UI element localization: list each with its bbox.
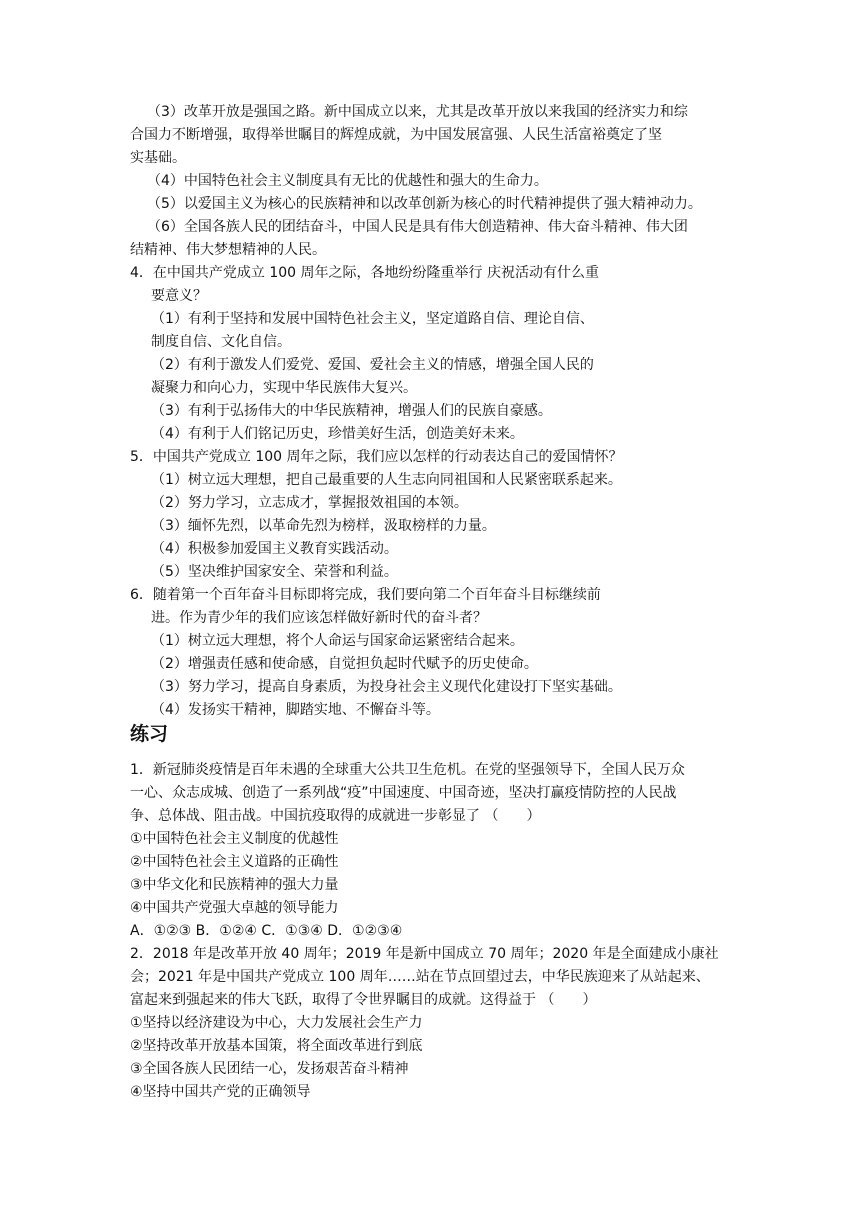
option-3: ③中华文化和民族精神的强大力量 bbox=[130, 877, 339, 893]
text-line: 制度自信、文化自信。 bbox=[151, 334, 291, 350]
option-2: ②中国特色社会主义道路的正确性 bbox=[130, 854, 339, 870]
text-line: （2）增强责任感和使命感，自觉担负起时代赋予的历史使命。 bbox=[151, 656, 538, 672]
practice-question-1: 1．新冠肺炎疫情是百年未遇的全球重大公共卫生危机。在党的坚强领导下，全国人民万众 bbox=[130, 762, 685, 778]
answer-choices: A．①②③ B．①②④ C．①③④ D．①②③④ bbox=[130, 923, 403, 939]
text-line: 进。作为青少年的我们应该怎样做好新时代的奋斗者？ bbox=[151, 610, 487, 626]
option-1: ①中国特色社会主义制度的优越性 bbox=[130, 831, 339, 847]
text-line: 一心、众志成城、创造了一系列战“疫”中国速度、中国奇迹，坚决打赢疫情防控的人民战 bbox=[130, 785, 677, 801]
text-line: 争、总体战、阻击战。中国抗疫取得的成就进一步彰显了 （ ） bbox=[130, 808, 541, 824]
question-5: 5．中国共产党成立 100 周年之际，我们应以怎样的行动表达自己的爱国情怀？ bbox=[130, 449, 623, 465]
option-4: ④中国共产党强大卓越的领导能力 bbox=[130, 900, 339, 916]
option-2: ②坚持改革开放基本国策，将全面改革进行到底 bbox=[130, 1038, 423, 1054]
question-4: 4．在中国共产党成立 100 周年之际，各地纷纷隆重举行 庆祝活动有什么重 bbox=[130, 265, 599, 281]
text-line: （4）有利于人们铭记历史，珍惜美好生活，创造美好未来。 bbox=[151, 426, 524, 442]
text-line: 要意义？ bbox=[151, 288, 207, 304]
text-line: （6）全国各族人民的团结奋斗，中国人民是具有伟大创造精神、伟大奋斗精神、伟大团 bbox=[147, 219, 688, 235]
text-line: （1）树立远大理想，将个人命运与国家命运紧密结合起来。 bbox=[151, 633, 524, 649]
text-line: 实基础。 bbox=[130, 150, 186, 166]
text-line: （4）积极参加爱国主义教育实践活动。 bbox=[151, 541, 398, 557]
text-line: （5）以爱国主义为核心的民族精神和以改革创新为核心的时代精神提供了强大精神动力。 bbox=[147, 196, 702, 212]
text-line: （3）努力学习，提高自身素质，为投身社会主义现代化建设打下坚实基础。 bbox=[151, 679, 622, 695]
text-line: （2）努力学习，立志成才，掌握报效祖国的本领。 bbox=[151, 495, 468, 511]
text-line: 结精神、伟大梦想精神的人民。 bbox=[130, 242, 326, 258]
text-line: （4）发扬实干精神，脚踏实地、不懈奋斗等。 bbox=[151, 702, 440, 718]
text-line: （1）树立远大理想，把自己最重要的人生志向同祖国和人民紧密联系起来。 bbox=[151, 472, 622, 488]
section-heading: 练习 bbox=[130, 723, 169, 745]
text-line: 会；2021 年是中国共产党成立 100 周年……站在节点回望过去，中华民族迎来了从站起来、 bbox=[130, 969, 710, 985]
text-line: （3）改革开放是强国之路。新中国成立以来，尤其是改革开放以来我国的经济实力和综 bbox=[147, 104, 688, 120]
text-line: （2）有利于激发人们爱党、爱国、爱社会主义的情感，增强全国人民的 bbox=[151, 357, 594, 373]
practice-question-2: 2．2018 年是改革开放 40 周年；2019 年是新中国成立 70 周年；2020 年是全面建成小康社 bbox=[130, 946, 719, 962]
text-line: 合国力不断增强，取得举世瞩目的辉煌成就，为中国发展富强、人民生活富裕奠定了坚 bbox=[130, 127, 662, 143]
text-line: （3）有利于弘扬伟大的中华民族精神，增强人们的民族自豪感。 bbox=[151, 403, 552, 419]
question-6: 6．随着第一个百年奋斗目标即将完成，我们要向第二个百年奋斗目标继续前 bbox=[130, 587, 601, 603]
text-line: （1）有利于坚持和发展中国特色社会主义，坚定道路自信、理论自信、 bbox=[151, 311, 594, 327]
option-4: ④坚持中国共产党的正确领导 bbox=[130, 1084, 311, 1100]
text-line: （5）坚决维护国家安全、荣誉和利益。 bbox=[151, 564, 398, 580]
text-line: （3）缅怀先烈，以革命先烈为榜样，汲取榜样的力量。 bbox=[151, 518, 496, 534]
text-line: （4）中国特色社会主义制度具有无比的优越性和强大的生命力。 bbox=[147, 173, 548, 189]
text-line: 凝聚力和向心力，实现中华民族伟大复兴。 bbox=[151, 380, 417, 396]
option-1: ①坚持以经济建设为中心，大力发展社会生产力 bbox=[130, 1015, 423, 1031]
text-line: 富起来到强起来的伟大飞跃，取得了令世界瞩目的成就。这得益于 （ ） bbox=[130, 992, 597, 1008]
option-3: ③全国各族人民团结一心，发扬艰苦奋斗精神 bbox=[130, 1061, 409, 1077]
